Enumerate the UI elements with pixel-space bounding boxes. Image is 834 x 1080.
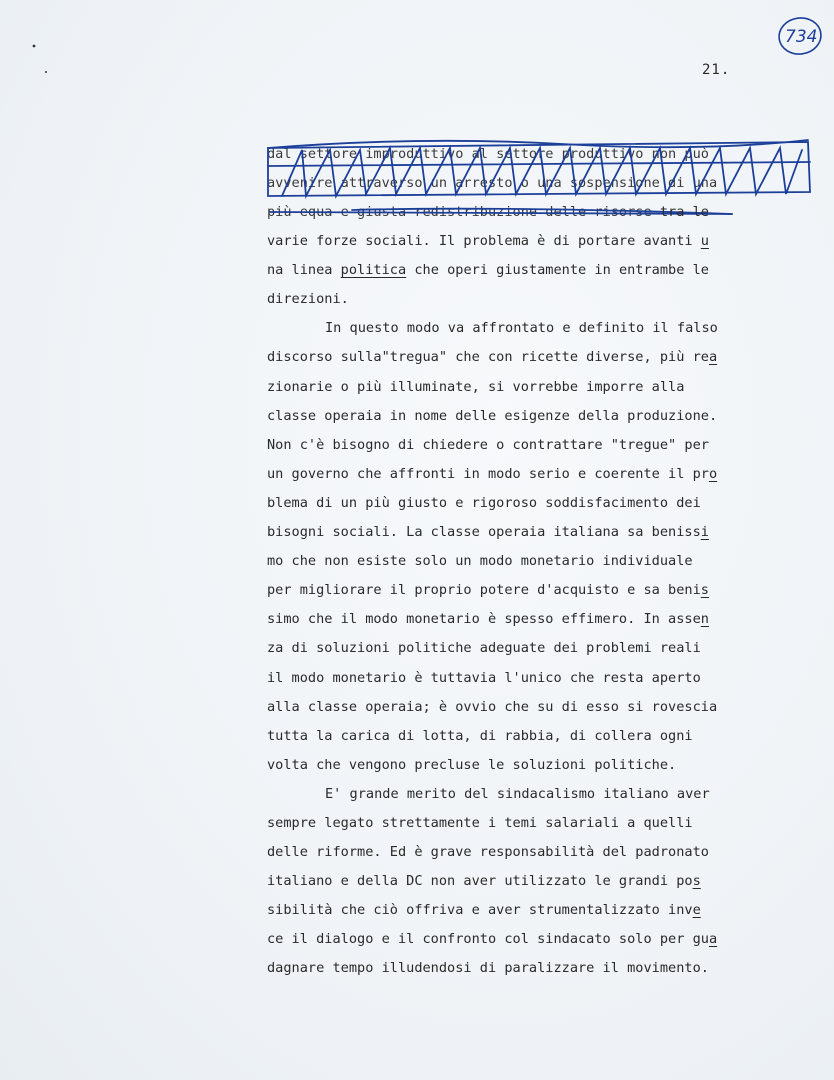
text-line — [267, 925, 817, 954]
underlined-text: a — [708, 931, 718, 948]
text-line — [267, 373, 817, 402]
text-line — [267, 693, 817, 722]
text-segment: italiano e della DC non aver utilizzato le grandi po — [267, 873, 693, 890]
text-line — [267, 722, 817, 751]
underlined-text: a — [708, 349, 718, 366]
text-segment: bisogni sociali. La classe operaia italiana sa beniss — [267, 524, 701, 541]
text-segment: sibilità che ciò offriva e aver strumentalizzato inv — [267, 902, 693, 919]
text-line-tail: tra le — [651, 204, 709, 220]
text-line — [267, 838, 817, 867]
text-segment: varie forze sociali. Il problema è di portare avanti — [267, 233, 701, 250]
text-line — [267, 547, 817, 576]
text-segment: volta che vengono precluse le soluzioni politiche. — [267, 756, 677, 773]
text-segment: Non c'è bisogno di chiedere o contrattare "tregue" per — [267, 436, 709, 453]
text-segment: E' grande merito del sindacalismo italiano aver — [325, 785, 710, 802]
text-segment: per migliorare il proprio potere d'acquisto e sa beni — [267, 582, 701, 599]
text-segment: za di soluzioni politiche adeguate dei problemi reali — [267, 640, 701, 657]
text-line — [267, 664, 817, 693]
text-segment: il modo monetario è tuttavia l'unico che resta aperto — [267, 669, 701, 686]
text-line — [267, 256, 817, 285]
text-segment: discorso sulla"tregua" che con ricette diverse, più re — [267, 349, 709, 366]
archive-number: 734 — [785, 27, 818, 47]
underlined-text: n — [700, 611, 709, 628]
text-line — [267, 809, 817, 838]
body-text — [267, 198, 817, 984]
text-line — [267, 460, 817, 489]
text-line — [267, 227, 817, 256]
text-segment: alla classe operaia; è ovvio che su di esso si rovescia — [267, 698, 718, 715]
text-segment: delle riforme. Ed è grave responsabilità del padronato — [267, 844, 709, 861]
page-number: 21. — [702, 62, 731, 78]
text-segment: blema di un più giusto e rigoroso soddisfacimento dei — [267, 494, 701, 511]
text-line — [267, 751, 817, 780]
text-line — [267, 198, 817, 227]
text-line — [267, 896, 817, 925]
text-segment: ce il dialogo e il confronto col sindacato solo per gu — [267, 931, 709, 948]
text-line — [267, 343, 817, 372]
underlined-text: i — [700, 524, 709, 541]
text-segment: direzioni. — [267, 291, 349, 308]
text-segment: classe operaia in nome delle esigenze della produzione. — [267, 407, 718, 424]
text-line — [267, 431, 817, 460]
text-line — [267, 780, 817, 809]
text-segment: sempre legato strettamente i temi salariali a quelli — [267, 814, 693, 831]
struck-line: dal settore improduttivo al settore produttivo non può — [267, 146, 709, 162]
text-segment: un governo che affronti in modo serio e coerente il pr — [267, 465, 709, 482]
underlined-text: s — [700, 582, 709, 599]
text-segment: simo che il modo monetario è spesso effimero. In asse — [267, 611, 701, 628]
archive-number-stamp — [776, 14, 824, 58]
paper-specks — [20, 10, 60, 90]
text-line — [267, 867, 817, 896]
struck-line: più equa e giusta redistribuzione delle risorse — [267, 204, 652, 220]
text-line — [267, 605, 817, 634]
text-segment: tutta la carica di lotta, di rabbia, di collera ogni — [267, 727, 693, 744]
text-line — [267, 285, 817, 314]
text-line — [267, 576, 817, 605]
underlined-text: politica — [340, 262, 407, 279]
text-line — [267, 518, 817, 547]
text-segment: che operi giustamente in entrambe le — [406, 262, 709, 279]
text-line — [267, 954, 817, 983]
struck-line: avvenire attraverso un arresto o una sospensione di una — [267, 175, 718, 191]
text-segment: na linea — [267, 262, 341, 279]
text-line — [267, 489, 817, 518]
text-segment: dagnare tempo illudendosi di paralizzare il movimento. — [267, 960, 709, 977]
text-segment: mo che non esiste solo un modo monetario individuale — [267, 553, 693, 570]
underlined-text: e — [692, 902, 701, 919]
underlined-text: s — [692, 873, 701, 890]
underlined-text: u — [700, 233, 709, 250]
text-line — [267, 314, 817, 343]
text-line — [267, 634, 817, 663]
text-segment: zionarie o più illuminate, si vorrebbe imporre alla — [267, 378, 685, 395]
text-segment: In questo modo va affrontato e definito il falso — [325, 320, 718, 337]
underlined-text: o — [708, 465, 718, 482]
text-line — [267, 402, 817, 431]
